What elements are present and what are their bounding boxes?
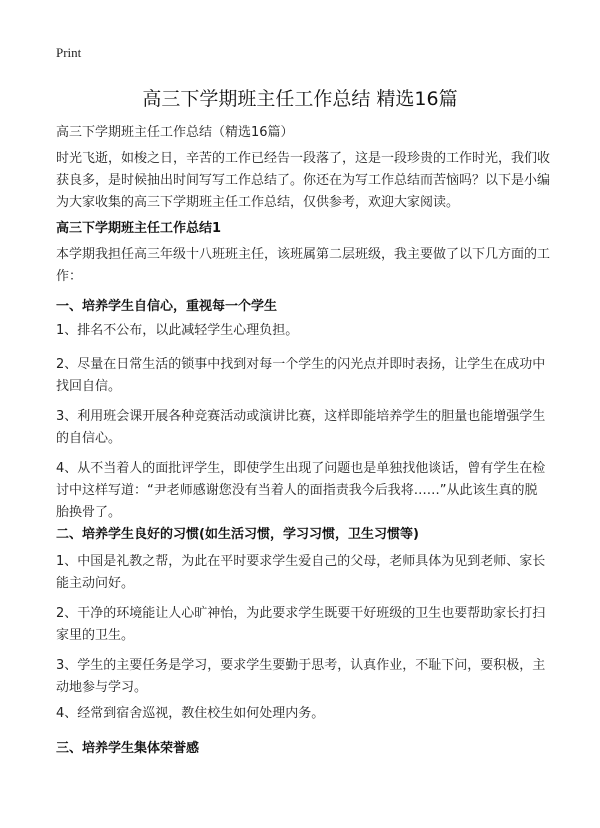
part3-heading: 三、培养学生集体荣誉感 (56, 741, 200, 756)
list-item: 2、尽量在日常生活的锁事中找到对每一个学生的闪光点并即时表扬，让学生在成功中找回自信。 (56, 357, 546, 394)
list-item: 1、排名不公布，以此减轻学生心理负担。 (56, 323, 299, 338)
section-title: 高三下学期班主任工作总结1 (56, 221, 222, 236)
part1-item-4 (56, 458, 550, 524)
subtitle: 高三下学期班主任工作总结（精选16篇） (56, 125, 294, 140)
list-item: 3、学生的主要任务是学习，要求学生要勤于思考，认真作业，不耻下问，要积极，主动地参与学习。 (56, 658, 546, 695)
part1-item-3 (56, 406, 550, 450)
list-item: 1、中国是礼教之帮，为此在平时要求学生爱自己的父母，老师具体为见到老师、家长能主动问好。 (56, 554, 546, 591)
intro-text: 时光飞逝，如梭之日，辛苦的工作已经告一段落了，这是一段珍贵的工作时光，我们收获良多，是时候抽出时间写写工作总结了。你还在为写工作总结而苦恼吗？以下是小编为大家收集的高三下学期班主任工作总结，仅供参考，欢迎大家阅读。 (56, 151, 551, 210)
part2-heading: 二、培养学生良好的习惯(如生活习惯，学习习惯，卫生习惯等) (56, 527, 419, 542)
part2-item-3 (56, 655, 550, 699)
part2-item-2 (56, 603, 550, 647)
part2-item-4 (56, 703, 550, 725)
part1-item-2 (56, 354, 550, 398)
print-link[interactable]: Print (56, 45, 82, 60)
part2-item-1 (56, 551, 550, 595)
intro-paragraph (56, 148, 550, 214)
page-title: 高三下学期班主任工作总结 精选16篇 (142, 88, 458, 110)
list-item: 3、利用班会课开展各种竞赛活动或演讲比赛，这样即能培养学生的胆量也能增强学生的自信心。 (56, 409, 546, 446)
part1-item-1 (56, 320, 550, 342)
list-item: 4、经常到宿舍巡视，教住校生如何处理内务。 (56, 706, 325, 721)
list-item: 2、干净的环境能让人心旷神怡，为此要求学生既要干好班级的卫生也要帮助家长打扫家里的卫生。 (56, 606, 546, 643)
list-item: 4、从不当着人的面批评学生，即使学生出现了问题也是单独找他谈话，曾有学生在检讨中这样写道：“尹老师感谢您没有当着人的面指责我今后我将……”从此该生真的脱胎换骨了。 (56, 461, 546, 520)
section-intro (56, 244, 550, 288)
section-intro-text: 本学期我担任高三年级十八班班主任，该班属第二层班级，我主要做了以下几方面的工作： (56, 247, 551, 284)
part1-heading: 一、培养学生自信心，重视每一个学生 (56, 299, 278, 314)
